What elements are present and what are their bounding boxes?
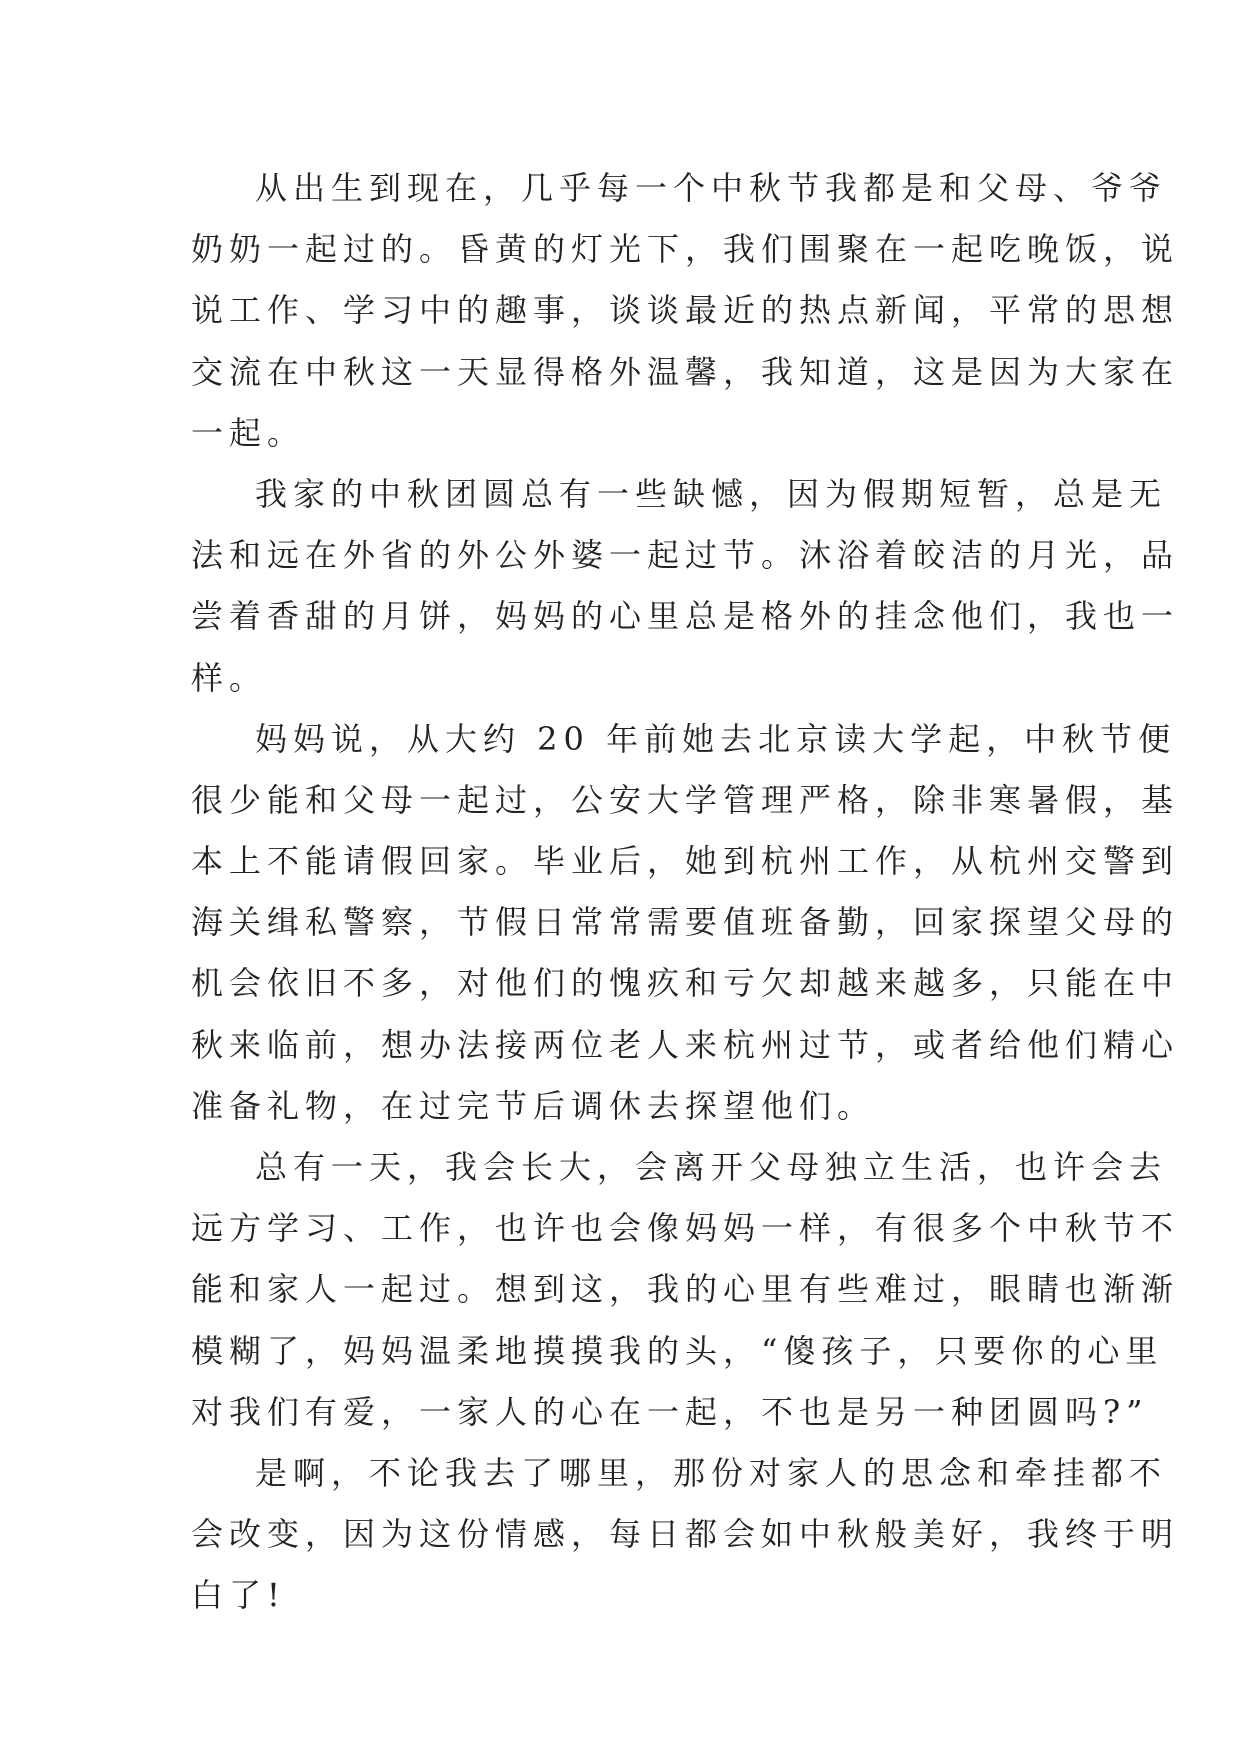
text-line: 秋来临前，想办法接两位老人来杭州过节，或者给他们精心 <box>191 1025 1180 1064</box>
paragraph-first-line: 总有一天，我会长大，会离开父母独立生活，也许会去 <box>255 1148 1168 1186</box>
paragraph-first-line: 我家的中秋团圆总有一些缺憾，因为假期短暂，总是无 <box>255 474 1168 513</box>
text-line: 海关缉私警察，节假日常常需要值班备勤，回家探望父母的 <box>191 903 1180 942</box>
text-line: 会改变，因为这份情感，每日都会如中秋般美好，我终于明 <box>191 1515 1180 1554</box>
text-line: 能和家人一起过。想到这，我的心里有些难过，眼睛也渐渐 <box>191 1270 1180 1309</box>
paragraph-first-line: 从出生到现在，几乎每一个中秋节我都是和父母、爷爷 <box>255 169 1168 207</box>
text-line: 一起。 <box>191 413 306 452</box>
text-line: 尝着香甜的月饼，妈妈的心里总是格外的挂念他们，我也一 <box>191 597 1180 636</box>
text-line: 远方学习、工作，也许也会像妈妈一样，有很多个中秋节不 <box>191 1209 1180 1248</box>
text-line: 法和远在外省的外公外婆一起过节。沐浴着皎洁的月光，品 <box>191 536 1180 575</box>
paragraph-first-line: 妈妈说，从大约 20 年前她去北京读大学起，中秋节便 <box>255 719 1177 758</box>
text-line: 准备礼物，在过完节后调休去探望他们。 <box>191 1086 876 1125</box>
text-line: 样。 <box>191 658 268 697</box>
text-line: 说工作、学习中的趣事，谈谈最近的热点新闻，平常的思想 <box>191 291 1180 330</box>
text-line: 白了! <box>191 1576 286 1615</box>
text-line: 奶奶一起过的。昏黄的灯光下，我们围聚在一起吃晚饭，说 <box>191 230 1180 269</box>
paragraph-first-line: 是啊，不论我去了哪里，那份对家人的思念和牵挂都不 <box>255 1453 1168 1492</box>
text-line: 本上不能请假回家。毕业后，她到杭州工作，从杭州交警到 <box>191 842 1180 881</box>
text-line: 对我们有爱，一家人的心在一起，不也是另一种团圆吗?” <box>191 1392 1149 1431</box>
text-line: 机会依旧不多，对他们的愧疚和亏欠却越来越多，只能在中 <box>191 964 1180 1003</box>
body-text <box>191 158 1180 1627</box>
text-line: 很少能和父母一起过，公安大学管理严格，除非寒暑假，基 <box>191 780 1180 819</box>
text-line: 模糊了，妈妈温柔地摸摸我的头，“傻孩子，只要你的心里 <box>191 1331 1164 1370</box>
text-line: 交流在中秋这一天显得格外温馨，我知道，这是因为大家在 <box>191 352 1180 391</box>
